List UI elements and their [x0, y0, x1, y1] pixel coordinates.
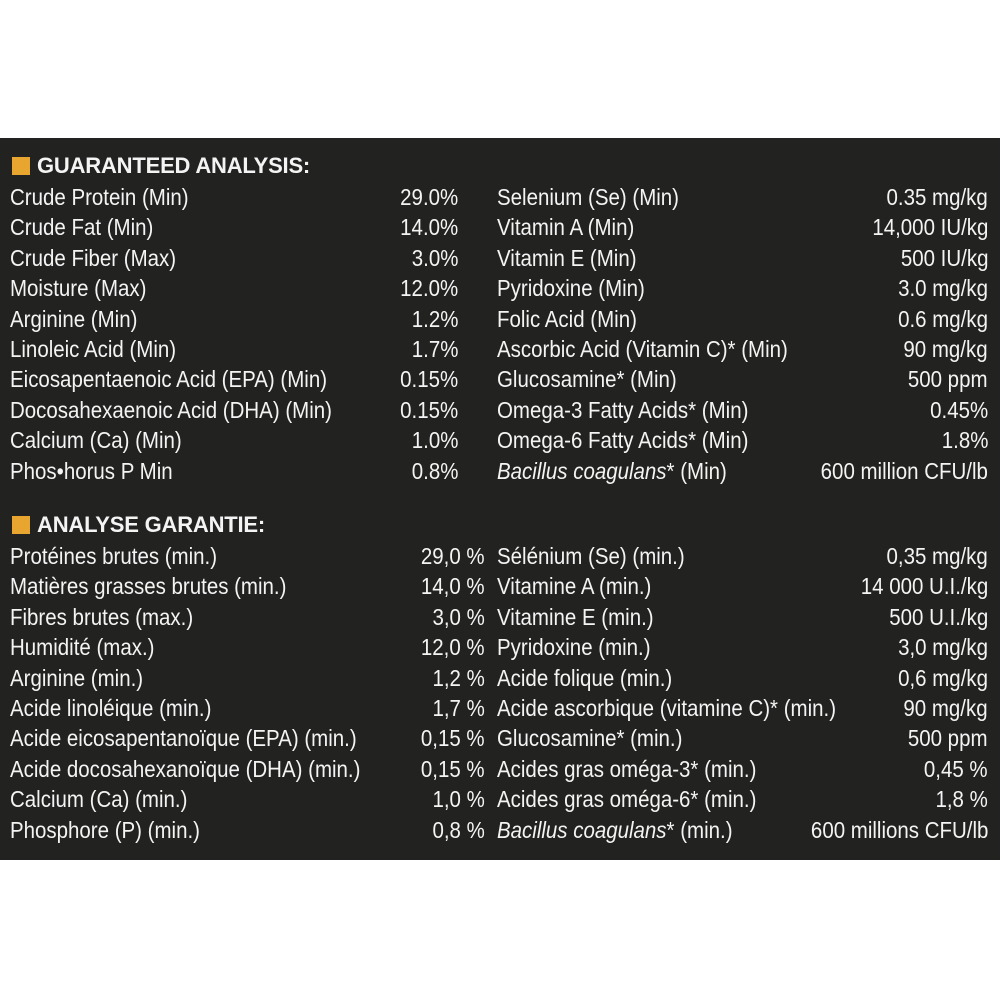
nutrient-label: Acide linoléique (min.): [10, 694, 212, 721]
nutrient-label: Vitamine A (min.): [497, 573, 652, 600]
nutrient-row: [497, 273, 988, 303]
nutrient-value: 1.8%: [941, 427, 988, 454]
nutrient-label: Protéines brutes (min.): [10, 543, 218, 569]
nutrient-label: Moisture (Max): [10, 275, 147, 302]
nutrient-label: Omega-3 Fatty Acids* (Min): [497, 396, 749, 423]
nutrient-label: Vitamine E (min.): [497, 603, 654, 630]
nutrient-value: 12.0%: [399, 275, 458, 302]
nutrient-value: 3,0 %: [432, 603, 485, 630]
nutrient-label: Glucosamine* (min.): [497, 725, 683, 752]
nutrient-label: Phosphore (P) (min.): [10, 816, 200, 843]
nutrient-row: [10, 693, 485, 723]
nutrient-value: 3,0 mg/kg: [898, 634, 988, 661]
nutrient-label: Humidité (max.): [10, 634, 155, 661]
nutrient-value: 1.7%: [411, 335, 458, 362]
nutrient-value: 90 mg/kg: [903, 694, 988, 721]
nutrient-row: [497, 182, 988, 212]
nutrient-row: [497, 541, 988, 571]
nutrient-value: 1,8 %: [935, 786, 988, 813]
nutrient-value: 1.2%: [411, 305, 458, 332]
orange-square-icon: [12, 516, 30, 534]
nutrient-row: [497, 754, 988, 784]
nutrient-label: Calcium (Ca) (Min): [10, 427, 182, 454]
nutrient-label: Sélénium (Se) (min.): [497, 543, 685, 569]
nutrient-label: Docosahexaenoic Acid (DHA) (Min): [10, 396, 332, 423]
nutrient-row: [10, 571, 485, 601]
nutrient-column-left: [10, 541, 485, 845]
nutrient-value: 0.45%: [929, 396, 988, 423]
nutrient-row: [497, 425, 988, 455]
nutrient-row: [497, 784, 988, 814]
nutrient-label: Eicosapentaenoic Acid (EPA) (Min): [10, 366, 328, 393]
nutrient-row: [10, 541, 485, 571]
nutrient-row: [10, 364, 460, 394]
nutrient-row: [10, 425, 460, 455]
heading-text: GUARANTEED ANALYSIS:: [37, 153, 311, 178]
nutrient-row: [497, 304, 988, 334]
nutrient-value: 3.0 mg/kg: [898, 275, 988, 302]
nutrient-value: 14,000 IU/kg: [871, 214, 988, 241]
nutrient-row: [497, 693, 988, 723]
nutrient-row: [497, 723, 988, 753]
nutrient-value: 14 000 U.I./kg: [860, 573, 988, 600]
nutrient-value: 12,0 %: [421, 634, 485, 661]
nutrient-value: 600 millions CFU/lb: [810, 816, 988, 843]
nutrient-row: [10, 632, 485, 662]
nutrient-value: 1,7 %: [432, 694, 485, 721]
nutrient-row: [497, 364, 988, 394]
nutrient-row: [497, 334, 988, 364]
nutrient-label: Acide docosahexanoïque (DHA) (min.): [10, 755, 361, 782]
nutrient-label: Fibres brutes (max.): [10, 603, 194, 630]
nutrient-value: 500 IU/kg: [900, 244, 988, 271]
nutrient-row: [497, 815, 988, 845]
nutrient-value: 1,2 %: [432, 664, 485, 691]
nutrient-value: 0,45 %: [924, 755, 988, 782]
guaranteed-analysis-panel: [0, 138, 1000, 860]
nutrient-row: [10, 212, 460, 242]
nutrient-value: 500 U.I./kg: [889, 603, 988, 630]
nutrient-row: [497, 395, 988, 425]
nutrient-value: 90 mg/kg: [903, 335, 988, 362]
nutrient-label: Calcium (Ca) (min.): [10, 786, 188, 813]
nutrient-row: [10, 784, 485, 814]
nutrient-label: [497, 815, 733, 845]
nutrient-label: Acide folique (min.): [497, 664, 673, 691]
nutrient-row: [10, 304, 460, 334]
nutrient-value: 0,8 %: [432, 816, 485, 843]
nutrient-value: 3.0%: [411, 244, 458, 271]
nutrient-row: [10, 723, 485, 753]
nutrient-value: 0.8%: [411, 457, 458, 484]
nutrient-label: Folic Acid (Min): [497, 305, 637, 332]
nutrient-value: 29,0 %: [421, 543, 485, 569]
nutrient-value: 0,15 %: [421, 755, 485, 782]
nutrient-label: Crude Fat (Min): [10, 214, 154, 241]
nutrient-value: 0,35 mg/kg: [886, 543, 988, 569]
nutrient-value: 0.15%: [399, 366, 458, 393]
nutrient-label: Crude Protein (Min): [10, 184, 189, 210]
nutrient-label: Arginine (Min): [10, 305, 138, 332]
nutrient-row: [497, 602, 988, 632]
nutrient-label: Acides gras oméga-3* (min.): [497, 755, 757, 782]
nutrient-value: 0,15 %: [421, 725, 485, 752]
nutrient-label-suffix: * (min.): [666, 816, 733, 843]
nutrient-row: [497, 571, 988, 601]
nutrient-value: 0,6 mg/kg: [898, 664, 988, 691]
nutrient-label: Pyridoxine (Min): [497, 275, 645, 302]
nutrient-label: Vitamin E (Min): [497, 244, 637, 271]
nutrient-label: Glucosamine* (Min): [497, 366, 677, 393]
nutrient-label: Selenium (Se) (Min): [497, 184, 680, 210]
nutrient-label: Matières grasses brutes (min.): [10, 573, 287, 600]
nutrient-label: Ascorbic Acid (Vitamin C)* (Min): [497, 335, 788, 362]
nutrient-value: 0.15%: [399, 396, 458, 423]
nutrient-row: [10, 663, 485, 693]
nutrient-row: [497, 243, 988, 273]
nutrient-value: 1.0%: [411, 427, 458, 454]
nutrient-label: [497, 456, 727, 486]
nutrient-row: [10, 815, 485, 845]
nutrient-value: 1,0 %: [432, 786, 485, 813]
nutrient-value: 14,0 %: [421, 573, 485, 600]
nutrient-value: 500 ppm: [908, 366, 988, 393]
nutrient-label: Linoleic Acid (Min): [10, 335, 177, 362]
nutrient-label-suffix: * (Min): [666, 457, 727, 484]
section-heading: [12, 511, 265, 539]
nutrient-row: [10, 182, 460, 212]
nutrient-row: [10, 243, 460, 273]
nutrient-value: 0.35 mg/kg: [886, 184, 988, 210]
nutrient-label: Acide eicosapentanoïque (EPA) (min.): [10, 725, 357, 752]
heading-text: ANALYSE GARANTIE:: [37, 512, 266, 537]
nutrient-row: [10, 395, 460, 425]
nutrient-value: 500 ppm: [908, 725, 988, 752]
nutrient-label: Crude Fiber (Max): [10, 244, 177, 271]
nutrient-label: Acide ascorbique (vitamine C)* (min.): [497, 694, 837, 721]
nutrient-row: [10, 334, 460, 364]
nutrient-value: 0.6 mg/kg: [898, 305, 988, 332]
nutrient-label-italic: Bacillus coagulans: [497, 816, 667, 843]
nutrient-value: 14.0%: [399, 214, 458, 241]
nutrient-row: [10, 273, 460, 303]
nutrient-label: Omega-6 Fatty Acids* (Min): [497, 427, 749, 454]
orange-square-icon: [12, 157, 30, 175]
nutrient-column-right: [497, 541, 988, 845]
nutrient-row: [10, 754, 485, 784]
nutrient-label: Vitamin A (Min): [497, 214, 635, 241]
nutrient-row: [10, 602, 485, 632]
section-heading: [12, 152, 310, 180]
nutrient-row: [497, 663, 988, 693]
nutrient-label: Pyridoxine (min.): [497, 634, 651, 661]
nutrient-label: Arginine (min.): [10, 664, 144, 691]
nutrient-label: Phos•horus P Min: [10, 457, 173, 484]
nutrient-row: [497, 456, 988, 486]
nutrient-value: 600 million CFU/lb: [820, 457, 988, 484]
nutrient-column-right: [497, 182, 988, 486]
nutrient-row: [10, 456, 460, 486]
nutrient-value: 29.0%: [399, 184, 458, 210]
nutrient-label-italic: Bacillus coagulans: [497, 457, 667, 484]
nutrient-label: Acides gras oméga-6* (min.): [497, 786, 757, 813]
nutrient-row: [497, 632, 988, 662]
nutrient-column-left: [10, 182, 460, 486]
nutrient-row: [497, 212, 988, 242]
